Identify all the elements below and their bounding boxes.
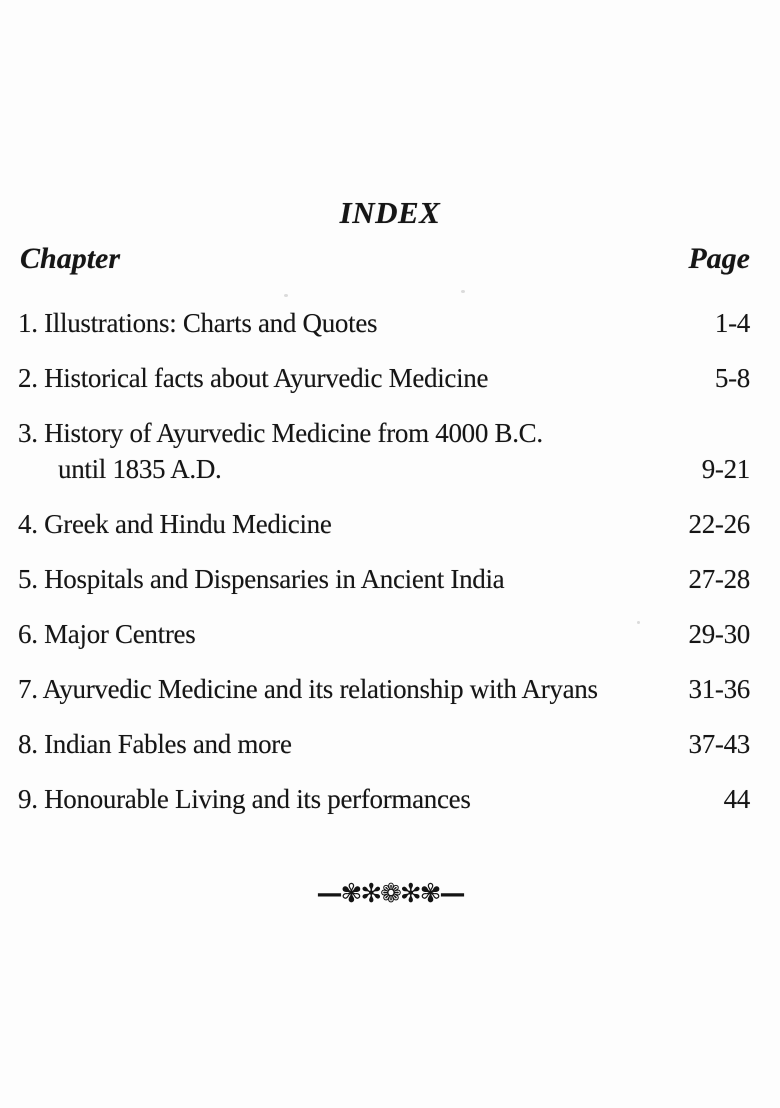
page-range: 9-21 bbox=[701, 454, 750, 484]
chapter-entry bbox=[18, 616, 195, 652]
page-range: 1-4 bbox=[714, 308, 750, 338]
chapter-title: 9. Honourable Living and its performances bbox=[18, 784, 471, 814]
chapter-title: 1. Illustrations: Charts and Quotes bbox=[18, 308, 378, 338]
scan-speck bbox=[284, 294, 288, 297]
toc-row bbox=[18, 506, 750, 542]
chapter-entry bbox=[18, 781, 471, 817]
chapter-title: 4. Greek and Hindu Medicine bbox=[18, 509, 332, 539]
page-range: 37-43 bbox=[688, 729, 750, 759]
chapter-title: 3. History of Ayurvedic Medicine from 4000 B.C. bbox=[18, 418, 543, 448]
page-range: 5-8 bbox=[714, 363, 750, 393]
chapter-title: 6. Major Centres bbox=[18, 619, 196, 649]
table-of-contents bbox=[0, 305, 780, 817]
chapter-title-continuation: until 1835 A.D. bbox=[58, 454, 222, 484]
chapter-entry bbox=[18, 726, 292, 762]
toc-row bbox=[18, 305, 750, 341]
chapter-title: 7. Ayurvedic Medicine and its relationship with Aryans bbox=[18, 674, 598, 704]
page-range: 31-36 bbox=[688, 674, 750, 704]
chapter-entry bbox=[18, 671, 598, 707]
page-column-header: Page bbox=[688, 242, 750, 275]
page-range: 22-26 bbox=[688, 509, 750, 539]
chapter-title: 5. Hospitals and Dispensaries in Ancient India bbox=[18, 564, 505, 594]
toc-row bbox=[18, 360, 750, 396]
chapter-title: 8. Indian Fables and more bbox=[18, 729, 292, 759]
toc-row bbox=[18, 781, 750, 817]
toc-row bbox=[18, 415, 750, 487]
page-range: 44 bbox=[723, 784, 750, 814]
chapter-entry bbox=[18, 305, 377, 341]
column-headers bbox=[0, 240, 780, 278]
scan-speck bbox=[461, 290, 465, 293]
chapter-column-header: Chapter bbox=[20, 242, 121, 275]
page-range: 29-30 bbox=[688, 619, 750, 649]
page-range: 27-28 bbox=[688, 564, 750, 594]
toc-row bbox=[18, 616, 750, 652]
toc-row bbox=[18, 561, 750, 597]
chapter-title: 2. Historical facts about Ayurvedic Medicine bbox=[18, 363, 489, 393]
toc-row bbox=[18, 671, 750, 707]
chapter-entry bbox=[18, 506, 332, 542]
decorative-divider-ornament: —✾✻❁✻✾— bbox=[316, 879, 464, 909]
page-title: INDEX bbox=[339, 195, 441, 230]
chapter-entry bbox=[18, 415, 543, 487]
chapter-entry bbox=[18, 561, 504, 597]
chapter-entry bbox=[18, 360, 488, 396]
toc-row bbox=[18, 726, 750, 762]
scan-speck bbox=[637, 621, 640, 624]
